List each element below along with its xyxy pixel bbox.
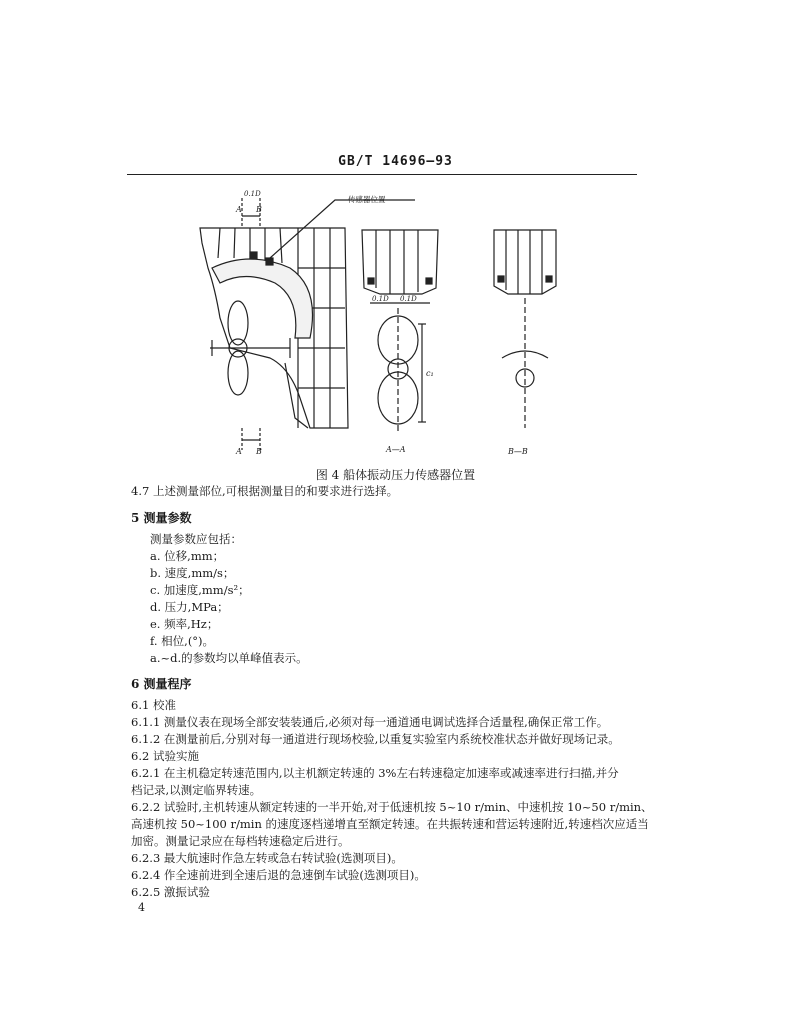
section-6-2: 6.2 试验实施 bbox=[131, 749, 199, 763]
section-6-2-2-line3: 加密。测量记录应在每档转速稳定后进行。 bbox=[131, 834, 350, 848]
header-rule bbox=[127, 174, 637, 175]
section-bb-label: B—B bbox=[508, 447, 528, 456]
param-note: a.~d.的参数均以单峰值表示。 bbox=[150, 651, 308, 665]
section-bb-drawing bbox=[490, 228, 560, 458]
hull-outline bbox=[200, 228, 348, 428]
section-5-intro: 测量参数应包括： bbox=[150, 532, 242, 546]
dim-mid-2-label: 0.1D bbox=[400, 295, 417, 303]
para-4-7: 4.7 上述测量部位,可根据测量目的和要求进行选择。 bbox=[131, 484, 399, 498]
section-a-bottom: A bbox=[236, 447, 242, 456]
param-item-f: f. 相位,(°)。 bbox=[150, 634, 215, 648]
section-6-2-2-line1: 6.2.2 试验时,主机转速从额定转速的一半开始,对于低速机按 5~10 r/min、中速机按 10~50 r/min、 bbox=[131, 800, 653, 814]
param-item-a: a. 位移,mm； bbox=[150, 549, 225, 563]
section-6-2-4: 6.2.4 作全速前进到全速后退的急速倒车试验(选测项目)。 bbox=[131, 868, 426, 882]
dim-mid-1-label: 0.1D bbox=[372, 295, 389, 303]
figure-caption: 图 4 船体振动压力传感器位置 bbox=[315, 468, 476, 482]
section-5-title: 5 测量参数 bbox=[131, 511, 192, 525]
section-aa-label: A—A bbox=[386, 445, 406, 454]
section-6-2-2-line2: 高速机按 50~100 r/min 的速度逐档递增直至额定转速。在共振转速和营运转速附近,转速档次应适当 bbox=[131, 817, 649, 831]
param-item-d: d. 压力,MPa； bbox=[150, 600, 229, 614]
c1-label: c₁ bbox=[426, 369, 434, 378]
sensor-position-label: 传感器位置 bbox=[348, 195, 386, 204]
section-6-2-3: 6.2.3 最大航速时作急左转或急右转试验(选测项目)。 bbox=[131, 851, 403, 865]
param-item-b: b. 速度,mm/s； bbox=[150, 566, 235, 580]
section-6-1: 6.1 校准 bbox=[131, 698, 176, 712]
section-6-title: 6 测量程序 bbox=[131, 677, 192, 691]
param-item-c: c. 加速度,mm/s²； bbox=[150, 583, 250, 597]
section-6-2-1-line1: 6.2.1 在主机稳定转速范围内,以主机额定转速的 3%左右转速稳定加速率或减速率进行扫描,并分 bbox=[131, 766, 619, 780]
section-b-top: B bbox=[256, 205, 262, 214]
section-6-1-2: 6.1.2 在测量前后,分别对每一通道进行现场校验,以重复实验室内系统校准状态并做好现场记录。 bbox=[131, 732, 620, 746]
dim-top-label: 0.1D bbox=[244, 190, 261, 198]
section-a-top: A bbox=[236, 205, 242, 214]
section-b-bottom: B bbox=[256, 447, 262, 456]
param-item-e: e. 频率,Hz； bbox=[150, 617, 219, 631]
document-header: GB/T 14696—93 bbox=[338, 154, 453, 169]
section-6-2-1-line2: 档记录,以测定临界转速。 bbox=[131, 783, 262, 797]
section-6-1-1: 6.1.1 测量仪表在现场全部安装装通后,必须对每一通道通电调试选择合适量程,确保正常工作。 bbox=[131, 715, 609, 729]
section-6-2-5: 6.2.5 激振试验 bbox=[131, 885, 210, 899]
page-number: 4 bbox=[138, 901, 145, 914]
